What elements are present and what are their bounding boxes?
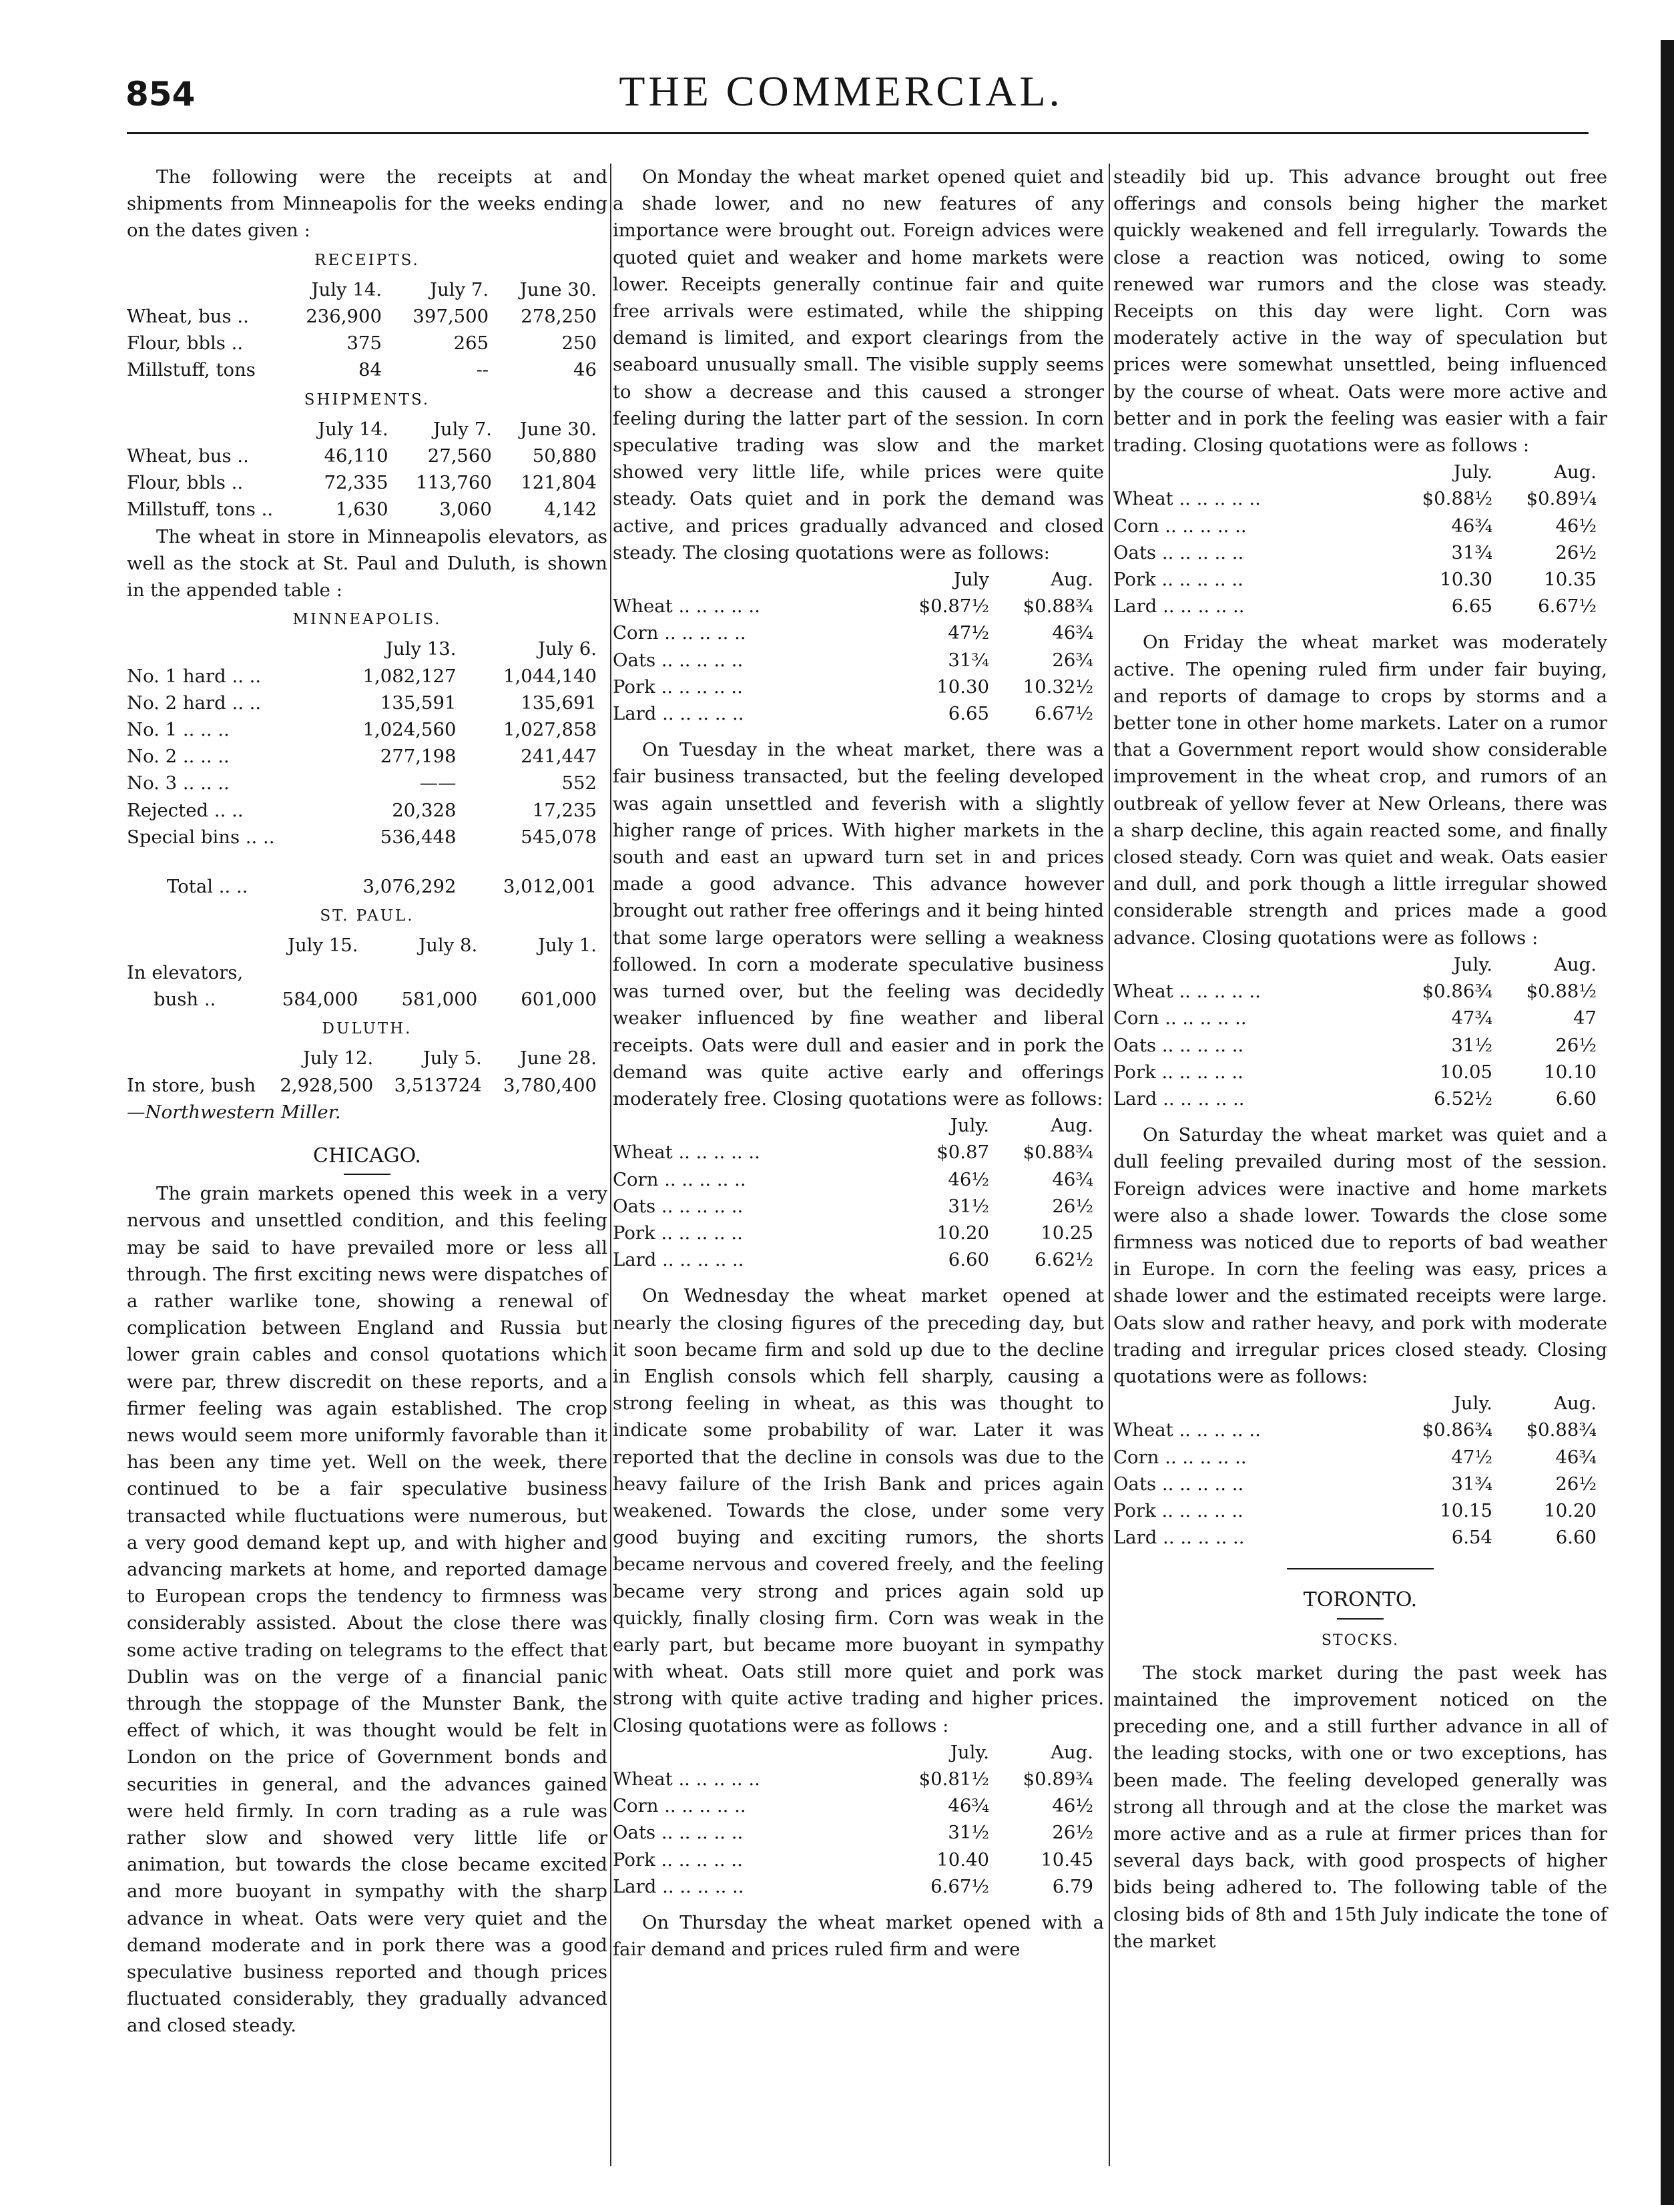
cell: $0.88¾ [1526, 1419, 1597, 1441]
cell: 113,760 [416, 472, 492, 494]
minneapolis-table [127, 636, 607, 900]
heading-rule [344, 1174, 390, 1175]
row-label: Lard .. .. .. .. .. [613, 1249, 744, 1271]
table-row [127, 986, 607, 1013]
cell: 46 [573, 359, 597, 381]
friday-quotations [1113, 951, 1607, 1112]
cell: $0.88¾ [1023, 595, 1093, 618]
cell: 47¾ [1451, 1007, 1492, 1029]
cell: -- [476, 359, 489, 381]
row-label: Lard .. .. .. .. .. [1113, 1087, 1245, 1110]
saturday-quotations [1113, 1390, 1607, 1551]
cell: 6.65 [1451, 595, 1492, 618]
receipts-table [127, 276, 607, 384]
table-row [1113, 1471, 1607, 1497]
row-label: Wheat .. .. .. .. .. [1113, 488, 1261, 510]
cell: 4,142 [544, 499, 597, 521]
saturday-paragraph: On Saturday the wheat market was quiet and a dull feeling prevailed during most of the session. Foreign advices were inactive and home markets were also a shade lower. Towards the close some firmness was noticed due to reports of bad weather in Europe. In corn the feeling was easy, prices a shade lower and the estimated receipts were large. Oats slow and rather heavy, and pork with moderate trading and irregular prices closed steady. Closing quotations were as follows: [1113, 1124, 1607, 1387]
table-row [1113, 1497, 1607, 1524]
row-label: Oats .. .. .. .. .. [613, 1195, 744, 1217]
col-header: Aug. [1051, 1741, 1093, 1763]
cell: $0.89¾ [1023, 1768, 1093, 1790]
row-label: Flour, bbls .. [127, 472, 244, 494]
cell: 2,928,500 [280, 1074, 374, 1096]
monday-quotations [613, 566, 1104, 727]
friday-paragraph: On Friday the wheat market was moderately active. The opening ruled firm under fair buying, and reports of damage to crops by storms and a better tone in other home markets. Later on a rumor that a Government report would show considerable improvement in the wheat crop, and rumors of an outbreak of yellow fever at New Orleans, there was a sharp decline, this again reacted some, and finally closed steady. Corn was quiet and weak. Oats easier and dull, and pork though a little irregular showed considerable strength and prices made a good advance. Closing quotations were as follows : [1113, 632, 1607, 949]
table-header-row [1113, 1390, 1607, 1417]
shipments-title: SHIPMENTS. [304, 391, 431, 409]
cell: 27,560 [427, 445, 492, 467]
cell: 84 [358, 359, 382, 381]
table-row [127, 797, 607, 824]
table-header-row [127, 1045, 607, 1071]
row-label: Oats .. .. .. .. .. [613, 649, 744, 671]
cell: 375 [346, 332, 382, 354]
cell: 46¾ [948, 1795, 989, 1817]
cell: 46¾ [1052, 1168, 1093, 1190]
page-edge-bar [1661, 40, 1674, 2205]
cell: $0.89¼ [1526, 488, 1597, 510]
table-row [1113, 1444, 1607, 1471]
cell: 6.65 [948, 703, 989, 725]
cell: —— [419, 772, 457, 794]
table-row [1113, 1417, 1607, 1443]
table-row [127, 959, 607, 986]
thursday-paragraph: On Thursday the wheat market opened with a fair demand and prices ruled firm and were [613, 1912, 1104, 1961]
table-row [1113, 1032, 1607, 1059]
row-label: Rejected .. .. [127, 799, 244, 821]
table-row [613, 1193, 1104, 1220]
table-header-row [1113, 951, 1607, 978]
table-row [613, 674, 1104, 700]
thursday-continued: steadily bid up. This advance brought out free offerings and consols being higher the market quickly weakened and fell irregularly. Towards the close a reaction was noticed, owing to some renewed war rumors and the close was steady. Receipts on this day were light. Corn was moderately active in the way of speculation but prices were somewhat unsettled, being influenced by the course of wheat. Oats were more active and better and in pork the feeling was easier with a fair trading. Closing quotations were as follows : [1113, 166, 1607, 457]
cell: 6.62½ [1035, 1249, 1093, 1271]
table-row [613, 593, 1104, 620]
col-header: June 28. [519, 1047, 597, 1069]
row-label: Pork .. .. .. .. .. [1113, 1499, 1243, 1521]
col-header: July [953, 569, 989, 591]
cell: 6.60 [948, 1249, 989, 1271]
table-row [613, 1766, 1104, 1792]
cell: 277,198 [380, 746, 457, 768]
cell: 135,591 [380, 692, 457, 714]
cell: 72,335 [324, 472, 388, 494]
cell: 31½ [1451, 1034, 1492, 1056]
cell: 265 [453, 332, 489, 354]
cell: 26¾ [1052, 649, 1093, 671]
cell: $0.87½ [918, 595, 989, 618]
cell: 46½ [948, 1168, 989, 1190]
cell: $0.87 [936, 1142, 989, 1164]
table-row [613, 1246, 1104, 1273]
cell: 26½ [1555, 1034, 1597, 1056]
row-label: Oats .. .. .. .. .. [1113, 1473, 1244, 1495]
cell: 47 [1573, 1007, 1597, 1029]
row-label: Millstuff, tons .. [127, 499, 274, 521]
table-row [1113, 593, 1607, 620]
cell: 236,900 [306, 306, 382, 328]
cell: 26½ [1555, 1473, 1597, 1495]
table-row [127, 330, 607, 356]
cell: 6.67½ [930, 1875, 989, 1897]
table-row [127, 496, 607, 523]
row-label: Total .. .. [167, 876, 248, 898]
col-header: July 15. [287, 935, 358, 957]
cell: 6.60 [1555, 1087, 1597, 1110]
row-label: No. 2 .. .. .. [127, 746, 230, 768]
cell: 6.60 [1555, 1527, 1597, 1549]
row-label: Pork .. .. .. .. .. [1113, 1061, 1243, 1083]
cell: 545,078 [521, 826, 597, 848]
cell: 3,060 [439, 499, 492, 521]
cell: 135,691 [521, 692, 597, 714]
cell: 31½ [948, 1195, 989, 1217]
col-header: July 7. [433, 418, 492, 440]
cell: 10.25 [1041, 1222, 1093, 1244]
cell: 26½ [1052, 1195, 1093, 1217]
table-row [1113, 978, 1607, 1005]
cell: $0.86¾ [1422, 981, 1492, 1003]
table-row [127, 770, 607, 796]
cell: 46½ [1555, 515, 1597, 537]
toronto-paragraph: The stock market during the past week has maintained the improvement noticed on the preceding one, and a still further advance in all of the leading stocks, with one or two exceptions, has been made. The feeling developed generally was strong all through and at the close the market was more active and as a rule at firmer prices than for several days back, with good prospects of higher bids being adhered to. The following table of the closing bids of 8th and 15th July indicate the tone of the market [1113, 1662, 1607, 1952]
row-label: Corn .. .. .. .. .. [1113, 515, 1247, 537]
cell: 20,328 [392, 799, 457, 821]
col-header: July. [1453, 1393, 1492, 1415]
cell: 552 [561, 772, 597, 794]
row-label: No. 2 hard .. .. [127, 692, 262, 714]
table-header-row [127, 636, 607, 662]
col-header: Aug. [1554, 953, 1597, 975]
row-label: Lard .. .. .. .. .. [1113, 1527, 1245, 1549]
row-label: Wheat .. .. .. .. .. [1113, 981, 1261, 1003]
shipments-table [127, 416, 607, 523]
table-row [127, 690, 607, 716]
cell: 1,630 [335, 499, 388, 521]
table-row [127, 356, 607, 383]
column-2 [613, 164, 1104, 1963]
col-header: June 30. [519, 278, 597, 300]
row-label: Wheat, bus .. [127, 445, 249, 467]
table-row [613, 1139, 1104, 1166]
row-label: Lard .. .. .. .. .. [613, 1875, 744, 1897]
cell: 46¾ [1555, 1446, 1597, 1468]
cell: 581,000 [401, 988, 478, 1010]
cell: 10.30 [1440, 569, 1492, 591]
cell: 397,500 [412, 306, 489, 328]
table-header-row [613, 1739, 1104, 1766]
table-header-row [1113, 459, 1607, 485]
col-header: July 13. [385, 638, 457, 660]
stock-intro: The wheat in store in Minneapolis elevators, as well as the stock at St. Paul and Duluth, is shown in the appended table : [127, 525, 607, 601]
col-header: Aug. [1554, 1393, 1597, 1415]
duluth-table [127, 1045, 607, 1098]
total-row [127, 873, 607, 900]
cell: $0.88½ [1526, 981, 1597, 1003]
cell: 6.52½ [1434, 1087, 1492, 1110]
cell: 46,110 [324, 445, 388, 467]
table-row [1113, 513, 1607, 539]
tuesday-paragraph: On Tuesday in the wheat market, there was a fair business transacted, but the feeling developed was again unsettled and feverish with a slightly higher range of prices. With higher markets in the south and east an upward turn set in and prices made a good advance. This advance however brought out rather free offerings and it being hinted that some large operators were selling a weakness followed. In corn a moderate speculative business was turned over, but the feeling was decidedly weaker influenced by fine weather and liberal receipts. Oats were dull and easier and in pork the demand was quite active early and offerings moderately free. Closing quotations were as follows: [613, 739, 1104, 1110]
cell: 10.32½ [1023, 676, 1093, 698]
st-paul-title: ST. PAUL. [320, 907, 414, 925]
table-row [127, 469, 607, 496]
cell: 10.05 [1440, 1061, 1492, 1083]
cell: 6.67½ [1035, 703, 1093, 725]
cell: 17,235 [532, 799, 597, 821]
table-row [1113, 1524, 1607, 1551]
cell: 1,082,127 [362, 665, 457, 687]
table-row [127, 716, 607, 743]
row-label: Pork .. .. .. .. .. [613, 676, 743, 698]
col-header: July 5. [423, 1047, 482, 1069]
table-header-row [613, 566, 1104, 593]
cell: 3,780,400 [503, 1074, 597, 1096]
minneapolis-intro: The following were the receipts at and shipments from Minneapolis for the weeks ending on the dates given : [127, 166, 607, 242]
table-row [613, 700, 1104, 727]
col-header: July. [1453, 461, 1492, 483]
row-label: Corn .. .. .. .. .. [1113, 1446, 1247, 1468]
row-label: Corn .. .. .. .. .. [613, 1168, 746, 1190]
table-row [613, 1847, 1104, 1873]
monday-paragraph: On Monday the wheat market opened quiet and a shade lower, and no new features of any importance were brought out. Foreign advices were quoted quiet and weaker and home markets were lower. Receipts generally continue fair and quite free arrivals were estimated, while the shipping demand is limited, and export clearings from the seaboard unusually small. The visible supply seems to show a decrease and this caused a stronger feeling during the latter part of the session. In corn speculative trading was slow and the market showed very little life, while prices were quite steady. Oats quiet and in pork the demand was active, and prices gradually advanced and closed steady. The closing quotations were as follows: [613, 166, 1104, 563]
row-label: Millstuff, tons [127, 359, 256, 381]
table-header-row [127, 932, 607, 959]
table-row [127, 743, 607, 770]
row-label: bush .. [154, 988, 216, 1010]
table-row [1113, 1005, 1607, 1031]
col-header: July 14. [318, 418, 388, 440]
chicago-heading: CHICAGO. [313, 1144, 421, 1168]
spacer-row [127, 850, 607, 873]
col-header: July 8. [418, 935, 478, 957]
column-1 [127, 164, 607, 2039]
cell: 10.20 [936, 1222, 989, 1244]
table-row [613, 1166, 1104, 1193]
table-row [613, 1792, 1104, 1819]
row-label: Lard .. .. .. .. .. [1113, 595, 1245, 618]
cell: 10.35 [1544, 569, 1597, 591]
heading-rule [1337, 1618, 1384, 1620]
cell: 10.45 [1041, 1849, 1093, 1871]
table-row [127, 663, 607, 690]
cell: 10.30 [936, 676, 989, 698]
table-row [127, 1072, 607, 1099]
col-header: Aug. [1554, 461, 1597, 483]
table-row [1113, 539, 1607, 566]
col-header: July 6. [537, 638, 597, 660]
row-label: Wheat .. .. .. .. .. [613, 1142, 760, 1164]
table-header-row [127, 416, 607, 443]
cell: 1,044,140 [503, 665, 597, 687]
cell: 584,000 [282, 988, 358, 1010]
cell: 1,024,560 [362, 719, 457, 741]
table-row [613, 647, 1104, 674]
minneapolis-title: MINNEAPOLIS. [292, 611, 442, 629]
table-header-row [613, 1112, 1104, 1139]
row-label: Wheat .. .. .. .. .. [1113, 1419, 1261, 1441]
col-header: July. [950, 1741, 989, 1763]
col-header: July 7. [430, 278, 489, 300]
cell: 10.15 [1440, 1499, 1492, 1521]
cell: 3,076,292 [362, 876, 457, 898]
cell: 10.20 [1544, 1499, 1597, 1521]
cell: 47½ [948, 622, 989, 644]
row-label: No. 1 hard .. .. [127, 665, 262, 687]
cell: 31¾ [948, 649, 989, 671]
column-divider [610, 164, 611, 2166]
col-header: July 12. [302, 1047, 374, 1069]
cell: 241,447 [521, 746, 597, 768]
row-label: Wheat .. .. .. .. .. [613, 595, 760, 618]
cell: 31¾ [1451, 1473, 1492, 1495]
cell: 601,000 [521, 988, 597, 1010]
duluth-title: DULUTH. [322, 1020, 412, 1038]
thursday-quotations [1113, 459, 1607, 620]
st-paul-table [127, 932, 607, 1013]
col-header: Aug. [1051, 569, 1093, 591]
toronto-heading: TORONTO. [1303, 1588, 1418, 1612]
cell: 1,027,858 [503, 719, 597, 741]
page-header [107, 67, 1575, 140]
cell: 10.40 [936, 1849, 989, 1871]
section-rule [1287, 1568, 1434, 1569]
row-label: In store, bush [127, 1074, 256, 1096]
cell: $0.86¾ [1422, 1419, 1492, 1441]
cell: 26½ [1052, 1822, 1093, 1844]
cell: 26½ [1555, 541, 1597, 563]
cell: 46¾ [1451, 515, 1492, 537]
cell: 250 [561, 332, 597, 354]
tuesday-quotations [613, 1112, 1104, 1273]
table-header-row [127, 276, 607, 303]
cell: 6.54 [1451, 1527, 1492, 1549]
row-label: Lard .. .. .. .. .. [613, 703, 744, 725]
cell: 31¾ [1451, 541, 1492, 563]
table-row [1113, 1059, 1607, 1085]
cell: 47½ [1451, 1446, 1492, 1468]
table-row [127, 824, 607, 850]
table-row [613, 1220, 1104, 1246]
receipts-title: RECEIPTS. [314, 251, 420, 269]
cell: $0.88¾ [1023, 1142, 1093, 1164]
row-label: Wheat, bus .. [127, 306, 249, 328]
header-rule [127, 132, 1589, 134]
wednesday-paragraph: On Wednesday the wheat market opened at nearly the closing figures of the preceding day, but it soon became firm and sold up due to the decline in English consols which fell sharply, causing a strong feeling in wheat, as this was thought to indicate some probability of war. Later it was reported that the decline in consols was due to the heavy failure of the Irish Bank and prices again weakened. Towards the close, under some very good buying and exciting rumors, the shorts became nervous and covered freely, and the feeling became very strong and prices again sold up quickly, finally closing firm. Corn was weak in the early part, but became more buoyant in sympathy with wheat. Oats still more quiet and pork was strong with quite active trading and higher prices. Closing quotations were as follows : [613, 1285, 1104, 1736]
table-row [1113, 566, 1607, 593]
col-header: July 1. [537, 935, 597, 957]
row-label: No. 1 .. .. .. [127, 719, 230, 741]
cell: 121,804 [521, 472, 597, 494]
cell: 50,880 [532, 445, 597, 467]
row-label: In elevators, [127, 961, 244, 983]
row-label: Corn .. .. .. .. .. [613, 622, 746, 644]
cell: 10.10 [1544, 1061, 1597, 1083]
cell: $0.88½ [1422, 488, 1492, 510]
source-credit: —Northwestern Miller. [127, 1101, 341, 1123]
cell: 536,448 [380, 826, 457, 848]
table-row [1113, 485, 1607, 512]
row-label: Oats .. .. .. .. .. [1113, 541, 1244, 563]
row-label: Oats .. .. .. .. .. [1113, 1034, 1244, 1056]
cell: 46½ [1052, 1795, 1093, 1817]
col-header: June 30. [519, 418, 597, 440]
column-3 [1113, 164, 1607, 1955]
cell: 3,012,001 [503, 876, 597, 898]
row-label: Corn .. .. .. .. .. [613, 1795, 746, 1817]
row-label: Corn .. .. .. .. .. [1113, 1007, 1247, 1029]
row-label: Pork .. .. .. .. .. [613, 1849, 743, 1871]
stocks-heading: STOCKS. [1321, 1632, 1400, 1649]
masthead-title: THE COMMERCIAL. [619, 67, 1063, 115]
table-row [613, 620, 1104, 646]
cell: 31½ [948, 1822, 989, 1844]
col-header: July. [1453, 953, 1492, 975]
col-header: July 14. [311, 278, 382, 300]
page-number: 854 [125, 75, 196, 113]
row-label: Pork .. .. .. .. .. [613, 1222, 743, 1244]
cell: $0.81½ [918, 1768, 989, 1790]
table-row [1113, 1085, 1607, 1112]
table-row [613, 1873, 1104, 1900]
column-divider [1109, 164, 1110, 2166]
table-row [127, 303, 607, 330]
cell: 278,250 [521, 306, 597, 328]
cell: 46¾ [1052, 622, 1093, 644]
wednesday-quotations [613, 1739, 1104, 1900]
col-header: Aug. [1051, 1115, 1093, 1137]
table-row [613, 1819, 1104, 1846]
row-label: Wheat .. .. .. .. .. [613, 1768, 760, 1790]
row-label: Special bins .. .. [127, 826, 275, 848]
row-label: Pork .. .. .. .. .. [1113, 569, 1243, 591]
cell: 6.67½ [1538, 595, 1597, 618]
row-label: Oats .. .. .. .. .. [613, 1822, 744, 1844]
row-label: Flour, bbls .. [127, 332, 244, 354]
row-label: No. 3 .. .. .. [127, 772, 230, 794]
table-row [127, 443, 607, 469]
cell: 3,513724 [394, 1074, 482, 1096]
col-header: July. [950, 1115, 989, 1137]
chicago-paragraph: The grain markets opened this week in a very nervous and unsettled condition, and this feeling may be said to have prevailed more or less all through. The first exciting news were dispatches of a rather warlike tone, showing a renewal of complication between England and Russia but lower grain cables and consol quotations which were par, threw discredit on these reports, and a firmer feeling was again established. The crop news would seem more uniformly favorable than it has been any time yet. Well on the week, there continued to be a fair speculative business transacted while fluctuations were numerous, but a very good demand kept up, and with higher and advancing markets at home, and reported damage to European crops the tendency to firmness was considerably assisted. About the close there was some active trading on telegrams to the effect that Dublin was on the verge of a financial panic through the stoppage of the Munster Bank, the effect of which, it was thought would be felt in London on the price of Government bonds and securities in general, and the advances gained were held firmly. In corn trading as a rule was rather slow and showed very little life or animation, but towards the close became excited and more buoyant in sympathy with the sharp advance in wheat. Oats were very quiet and the demand moderate and in pork there was a good speculative business reported and though prices fluctuated considerably, they gradually advanced and closed steady. [127, 1183, 607, 2037]
cell: 6.79 [1052, 1875, 1093, 1897]
